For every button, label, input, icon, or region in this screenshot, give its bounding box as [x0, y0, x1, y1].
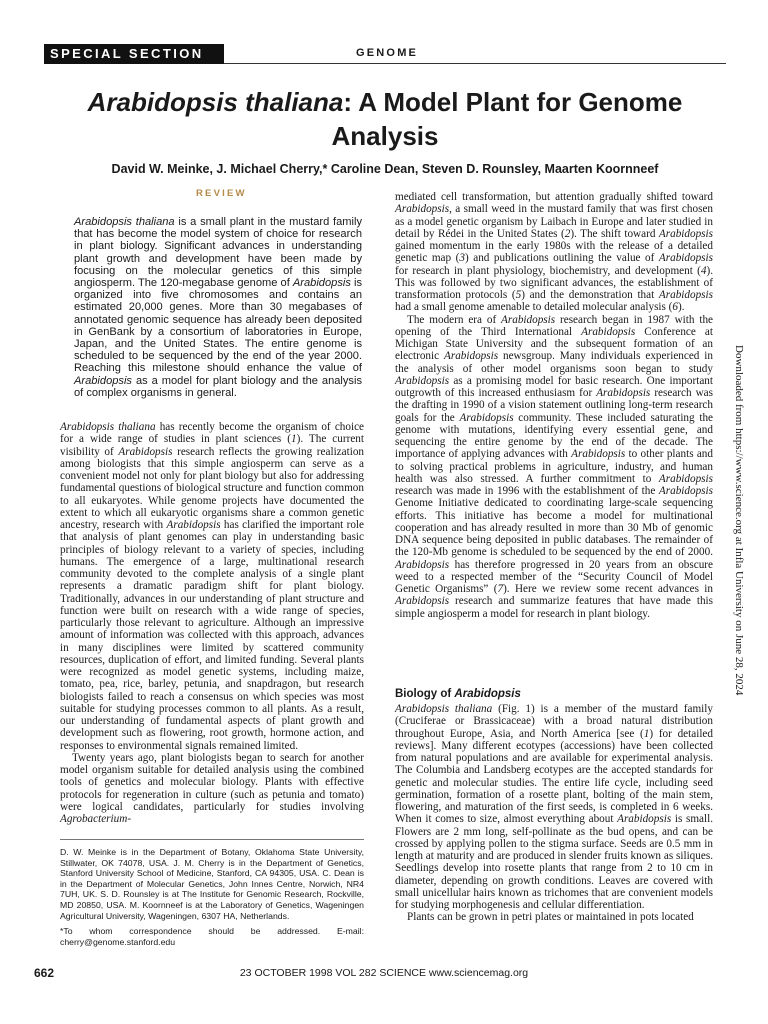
paragraph: Twenty years ago, plant biologists began to search for another model organism suitable for detailed analysis using the combined tools of genetics and molecular biology. Plants with effective protocols for regeneration in culture (such as petunia and tomato) were logical candidates, particularly for studies involving Agrobacterium-: [60, 751, 364, 825]
paragraph: The modern era of Arabidopsis research began in 1987 with the opening of the Third International Arabidopsis Conference at Michigan State University and the subsequent formation of an electronic Arabidopsis newsgroup. Many individuals experienced in the analysis of other model organisms soon began to study Arabidopsis as a promising model for basic research. One important outgrowth of this increased enthusiasm for Arabidopsis research was the drafting in 1990 of a vision statement outlining long-term research goals for the Arabidopsis community. These included saturating the genome with mutations, identifying every essential gene, and sequencing the entire genome by the end of the decade. The importance of applying advances with Arabidopsis to other plants and to solving practical problems in agriculture, industry, and human health was also stressed. A further commitment to Arabidopsis research was made in 1996 with the establishment of the Arabidopsis Genome Initiative dedicated to coordinating large-scale sequencing efforts. This initiative has become a model for multinational cooperation and has already resulted in more than 30 Mb of genomic DNA sequence being deposited in public databases. The remainder of the 120-Mb genome is scheduled to be sequenced by the end of 2000. Arabidopsis has therefore progressed in 20 years from an obscure weed to a respected member of the “Security Council of Model Genetic Organisms” (7). Here we review some recent advances in Arabidopsis research and summarize features that have made this simple angiosperm a model for research in plant biology.: [395, 313, 713, 620]
page-number: 662: [34, 966, 55, 980]
abstract-text: as a model for plant biology and the analysis of complex organisms in general.: [74, 374, 362, 399]
author-list: David W. Meinke, J. Michael Cherry,* Caroline Dean, Steven D. Rounsley, Maarten Koornneef: [111, 162, 659, 176]
journal-citation: 23 OCTOBER 1998 VOL 282 SCIENCE www.sciencemag.org: [239, 967, 529, 979]
section-label: SPECIAL SECTION: [44, 44, 224, 64]
left-column: [60, 421, 364, 825]
footnote-rule: [60, 839, 364, 840]
affiliations: D. W. Meinke is in the Department of Botany, Oklahoma State University, Stillwater, OK 74078, USA. J. M. Cherry is in the Department of Genetics, Stanford University School of Medicine, Stanford, CA 94305, USA. C. Dean is in the Department of Molecular Genetics, John Innes Centre, Norwich, NR4 7UH, UK. S. D. Rounsley is at The Institute for Genomic Research, Rockville, MD 20850, USA. M. Koornneef is at the Laboratory of Genetics, Wageningen Agricultural University, Wageningen, 6307 HA, Netherlands.: [60, 847, 364, 921]
reference-link[interactable]: 6: [672, 301, 679, 314]
reference-link[interactable]: 1: [291, 433, 297, 446]
right-column-continued: [395, 703, 713, 924]
paragraph: mediated cell transformation, but attention gradually shifted toward Arabidopsis, a small weed in the mustard family that was first chosen as a model genetic organism by Laibach in Europe and later studied in detail by Rédei in the United States (2). The shift toward Arabidopsis gained momentum in the early 1980s with the release of a detailed genetic map (3) and publications outlining the value of Arabidopsis for research in plant physiology, biochemistry, and development (4). This was followed by two significant advances, the establishment of transformation protocols (5) and the demonstration that Arabidopsis had a small genome amenable to detailed molecular analysis (6).: [395, 191, 714, 314]
section-heading: Biology of Arabidopsis: [395, 688, 521, 700]
title-rest: : A Model Plant for Genome Analysis: [331, 87, 683, 151]
article-title: [44, 85, 726, 153]
reference-link[interactable]: 4: [700, 264, 707, 277]
abstract-lead: Arabidopsis thaliana: [74, 216, 175, 228]
right-column: [395, 191, 713, 620]
reference-link[interactable]: 5: [515, 289, 522, 301]
title-italic: Arabidopsis thaliana: [87, 87, 344, 117]
header-rule: [224, 63, 726, 64]
paragraph: Plants can be grown in petri plates or maintained in pots located: [407, 911, 694, 924]
abstract-text: is a small plant in the mustard family that has become the model system of choice for research in plant biology. Significant advances in understanding plant growth and development have been made by focusing on the molecular genetics of this simple angiosperm. The 120-megabase genome of: [74, 216, 362, 290]
paragraph: Arabidopsis thaliana (Fig. 1) is a member of the mustard family (Cruciferae or Brassicaceae) with a broad natural distribution throughout Europe, Asia, and North America [see (1) for detailed reviews]. Many different ecotypes (accessions) have been collected from natural populations and are available for experimental analysis. The Columbia and Landsberg ecotypes are the accepted standards for genetic and molecular studies. The entire life cycle, including seed germination, formation of a rosette plant, bolting of the main stem, flowering, and maturation of the first seeds, is completed in 6 weeks. When it comes to size, almost everything about Arabidopsis is small. Flowers are 2 mm long, self-pollinate as the bud opens, and can be crossed by applying pollen to the stigma surface. Seeds are 0.5 mm in length at maturity and are produced in slender fruits known as siliques. Seedlings develop into rosette plants that range from 2 to 10 cm in diameter, depending on growth conditions. Leaves are covered with small unicellular hairs known as trichomes that are convenient models for studying morphogenesis and cellular differentiation.: [395, 703, 713, 911]
topic-label: GENOME: [356, 47, 419, 59]
reference-link[interactable]: 7: [497, 583, 504, 595]
abstract: [74, 216, 362, 399]
reference-link[interactable]: 2: [564, 227, 571, 240]
download-watermark: Downloaded from https://www.science.org at Infla University on June 28, 2024: [733, 345, 745, 696]
abstract-italic: Arabidopsis: [292, 277, 351, 290]
abstract-italic: Arabidopsis: [74, 374, 132, 387]
footnotes: [60, 847, 364, 952]
reference-link[interactable]: 3: [459, 252, 465, 265]
reference-link[interactable]: 1: [643, 727, 650, 740]
review-label: REVIEW: [196, 188, 247, 199]
correspondence: *To whom correspondence should be addressed. E-mail: cherry@genome.stanford.edu: [60, 926, 364, 947]
paragraph: Arabidopsis thaliana has recently become the organism of choice for a wide range of studies in plant sciences (1). The current visibility of Arabidopsis research reflects the growing realization among biologists that this simple angiosperm can serve as a convenient model not only for plant biology but also for addressing fundamental questions of biological structure and function common to all eukaryotes. While genome projects have documented the extent to which all eukaryotic organisms share a common genetic ancestry, research with Arabidopsis has clarified the important role that analysis of plant genomes can play in understanding basic principles of biology relevant to a variety of species, including humans. The emergence of a large, multinational research community devoted to the complete analysis of a single plant represents a dramatic paradigm shift for plant biology. Traditionally, advances in our understanding of plant structure and function were built on research with a wide range of species, particularly those relevant to agriculture. Although an impressive amount of information was collected with this approach, advances in many disciplines were limited by scattered community resources, duplication of effort, and limited funding. Several plants were recognized as model genetic systems, including maize, tomato, pea, rice, barley, petunia, and snapdragon, but research biologists failed to reach a consensus on which species was most suitable for studying processes common to all plants. As a result, our understanding of fundamental aspects of plant growth and development such as flowering, root growth, hormone action, and responses to environmental signals remained limited.: [60, 421, 365, 752]
abstract-text: is organized into five chromosomes and contains an estimated 20,000 genes. More than 30 megabases of annotated genomic sequence has already been deposited in GenBank by a consortium of laboratories in Europe, Japan, and the United States. The entire genome is scheduled to be sequenced by the end of the year 2000. Reaching this milestone should enhance the value of: [74, 277, 363, 375]
